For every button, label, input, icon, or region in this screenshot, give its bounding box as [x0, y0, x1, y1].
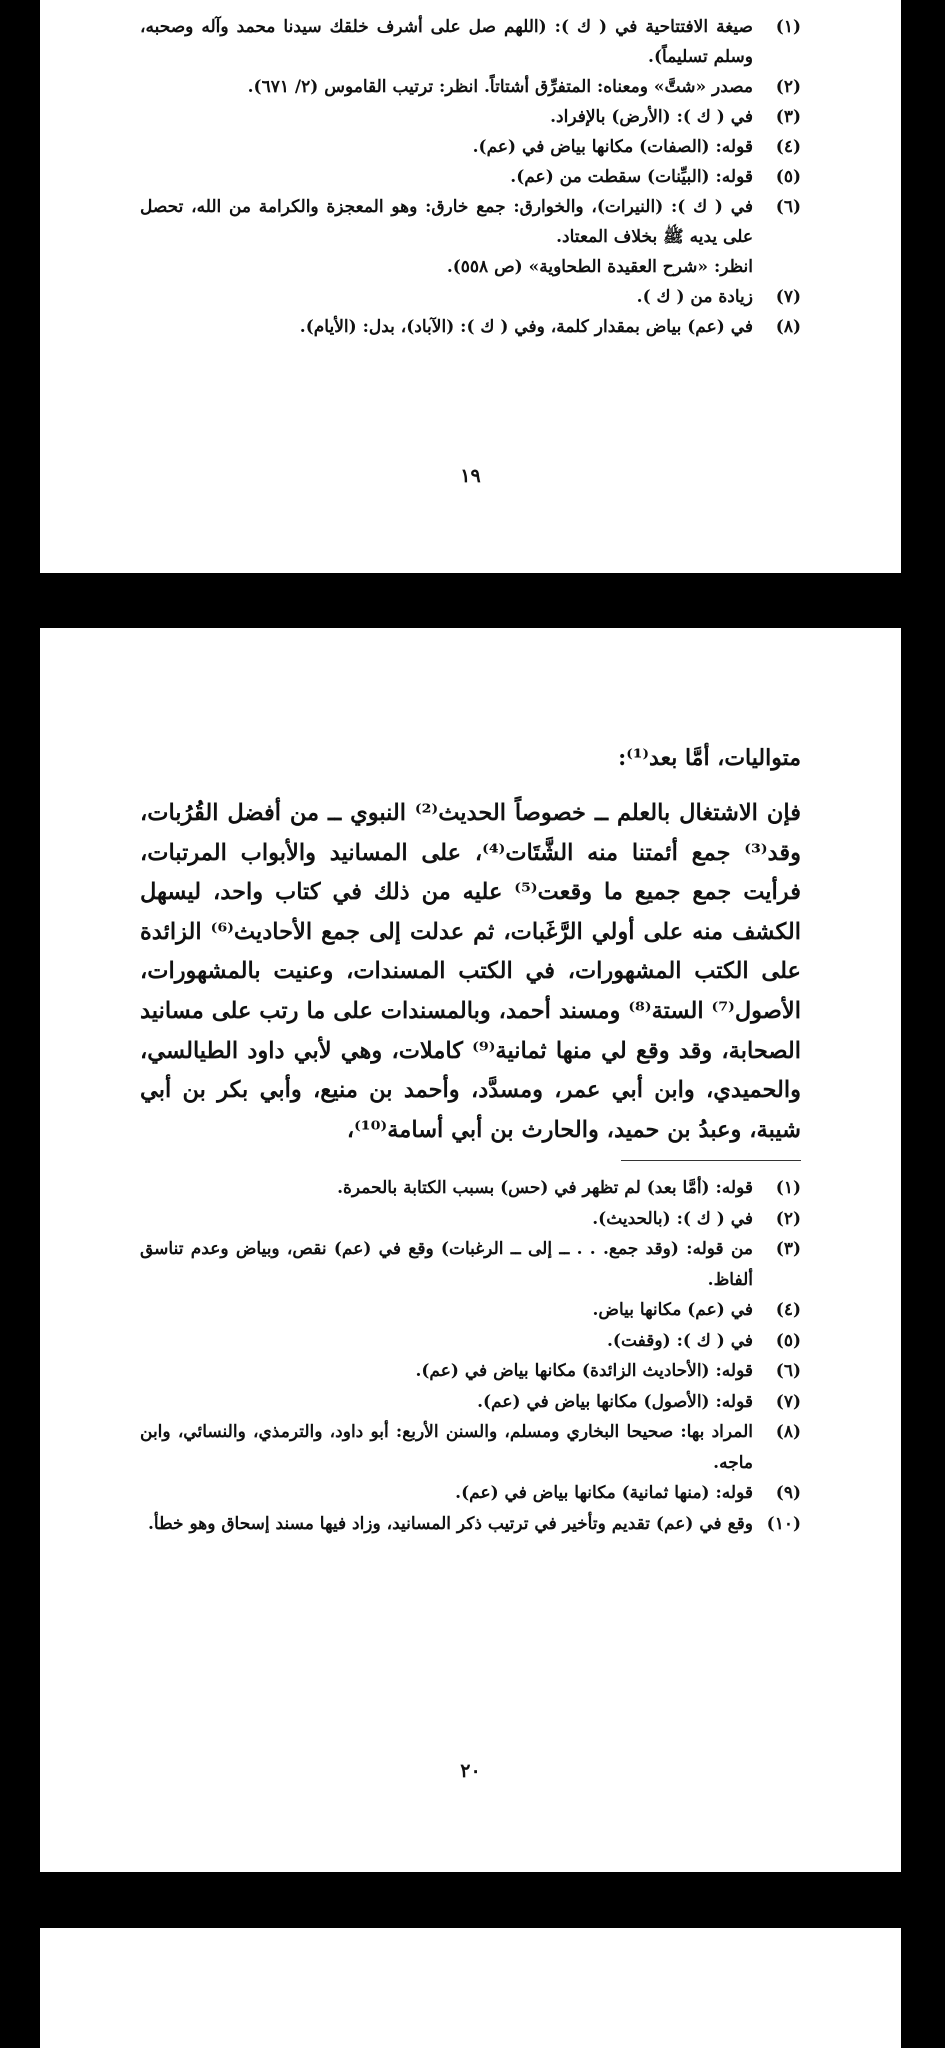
footnote	[140, 1417, 801, 1478]
page-20	[40, 628, 901, 1872]
footnote	[140, 1509, 801, 1540]
footnote-number: (١)	[775, 1178, 801, 1199]
footnote-text: قوله: (أمَّا بعد) لم تظهر في (حس) بسبب الكتابة بالحمرة.	[337, 1178, 753, 1199]
footnote	[140, 1204, 801, 1235]
page-content	[140, 738, 801, 1539]
footnote-text: قوله: (الأصول) مكانها بياض في (عم).	[477, 1391, 753, 1412]
footnote-number: (٨)	[775, 1422, 801, 1443]
footnote-text: قوله: (الصفات) مكانها بياض في (عم).	[472, 137, 753, 157]
footnotes-block	[140, 12, 801, 342]
footnote-text: في ( ك ): (بالحديث).	[592, 1208, 753, 1229]
footnote-number: (٥)	[775, 167, 801, 187]
footnote	[140, 72, 801, 102]
footnote-number: (٧)	[775, 287, 801, 307]
footnote-text: من قوله: (وقد جمع. . . ــ إلى ــ الرغبات) وقع في (عم) نقص، وبياض وعدم تناسق ألفاظ.	[140, 1239, 753, 1290]
footnote-text: زيادة من ( ك ).	[636, 287, 753, 307]
footnote-number: (١٠)	[766, 1513, 801, 1534]
footnote	[140, 1173, 801, 1204]
page-21	[40, 1928, 901, 2048]
footnote-text: وقع في (عم) تقديم وتأخير في ترتيب ذكر المسانيد، وزاد فيها مسند إسحاق وهو خطأ.	[147, 1513, 753, 1534]
footnote-text: في (عم) بياض بمقدار كلمة، وفي ( ك ): (الآباد)، بدل: (الأيام).	[299, 317, 753, 337]
footnote-text: في (عم) مكانها بياض.	[592, 1300, 753, 1321]
footnote-text: في ( ك ): (الأرض) بالإفراد.	[550, 107, 753, 127]
footnote	[140, 1326, 801, 1357]
footnote	[140, 1356, 801, 1387]
footnote	[140, 1295, 801, 1326]
footnote-text: قوله: (منها ثمانية) مكانها بياض في (عم).	[455, 1483, 753, 1504]
footnote-separator	[621, 1160, 801, 1161]
footnote-text: في ( ك ): (وقفت).	[607, 1330, 753, 1351]
footnote	[140, 1478, 801, 1509]
footnote	[140, 132, 801, 162]
footnote-number: (٧)	[775, 1391, 801, 1412]
footnote-number: (٦)	[775, 197, 801, 217]
footnote-number: (٥)	[775, 1330, 801, 1351]
footnote-list	[140, 282, 801, 342]
footnote-text: صيغة الافتتاحية في ( ك ): (اللهم صل على أشرف خلقك سيدنا محمد وآله وصحبه، وسلم تسليماً).	[140, 17, 753, 67]
footnote-number: (٣)	[775, 107, 801, 127]
footnote-number: (٢)	[775, 1208, 801, 1229]
footnote	[140, 192, 801, 252]
footnote-text: في ( ك ): (النيرات)، والخوارق: جمع خارق: وهو المعجزة والكرامة من الله، تحصل على يديه ﷺ بخلاف المعتاد.	[140, 197, 753, 247]
footnote-number: (١)	[775, 17, 801, 37]
footnote	[140, 102, 801, 132]
footnote	[140, 12, 801, 72]
footnote-number: (٨)	[775, 317, 801, 337]
main-paragraph: فإن الاشتغال بالعلم ــ خصوصاً الحديث⁽²⁾ النبوي ــ من أفضل القُرُبات، وقد⁽³⁾ جمع أئمتنا منه الشَّتَات⁽⁴⁾، على المسانيد والأبواب المرتبات، فرأيت جمع جميع ما وقعت⁽⁵⁾ عليه من ذلك في كتاب واحد، ليسهل الكشف منه على أولي الرَّغَبات، ثم عدلت إلى جمع الأحاديث⁽⁶⁾ الزائدة على الكتب المشهورات، في الكتب المسندات، وعنيت بالمشهورات، الأصول⁽⁷⁾ الستة⁽⁸⁾ ومسند أحمد، وبالمسندات على ما رتب على مسانيد الصحابة، وقد وقع لي منها ثمانية⁽⁹⁾ كاملات، وهي لأبي داود الطيالسي، والحميدي، وابن أبي عمر، ومسدَّد، وأحمد بن منيع، وأبي بكر بن أبي شيبة، وعبدُ بن حميد، والحارث بن أبي أسامة⁽¹⁰⁾،	[140, 800, 801, 1143]
footnote	[140, 162, 801, 192]
footnote-number: (٤)	[775, 1300, 801, 1321]
footnote-6-reference: انظر: «شرح العقيدة الطحاوية» (ص ٥٥٨).	[446, 257, 753, 277]
page-number: ٢٠	[460, 1760, 481, 1782]
footnote-number: (٣)	[775, 1239, 801, 1260]
footnote-number: (٢)	[775, 77, 801, 97]
opening-heading: متواليات، أمَّا بعد⁽¹⁾:	[618, 745, 801, 771]
footnote	[140, 1387, 801, 1418]
footnote-number: (٩)	[775, 1483, 801, 1504]
page-number: ١٩	[460, 465, 481, 487]
footnote-text: مصدر «شتَّ» ومعناه: المتفرِّق أشتاتاً. انظر: ترتيب القاموس (٢/ ٦٧١).	[247, 77, 753, 97]
footnote-text: قوله: (الأحاديث الزائدة) مكانها بياض في (عم).	[415, 1361, 753, 1382]
footnote	[140, 312, 801, 342]
footnote-list	[140, 12, 801, 252]
footnote-number: (٤)	[775, 137, 801, 157]
footnote-list	[140, 1173, 801, 1539]
footnote-text: المراد بها: صحيحا البخاري ومسلم، والسنن الأربع: أبو داود، والترمذي، والنسائي، وابن ماجه.	[140, 1422, 753, 1473]
footnote	[140, 1234, 801, 1295]
footnote-number: (٦)	[775, 1361, 801, 1382]
footnote	[140, 282, 801, 312]
footnote-text: قوله: (البيِّنات) سقطت من (عم).	[510, 167, 753, 187]
page-19	[40, 0, 901, 573]
